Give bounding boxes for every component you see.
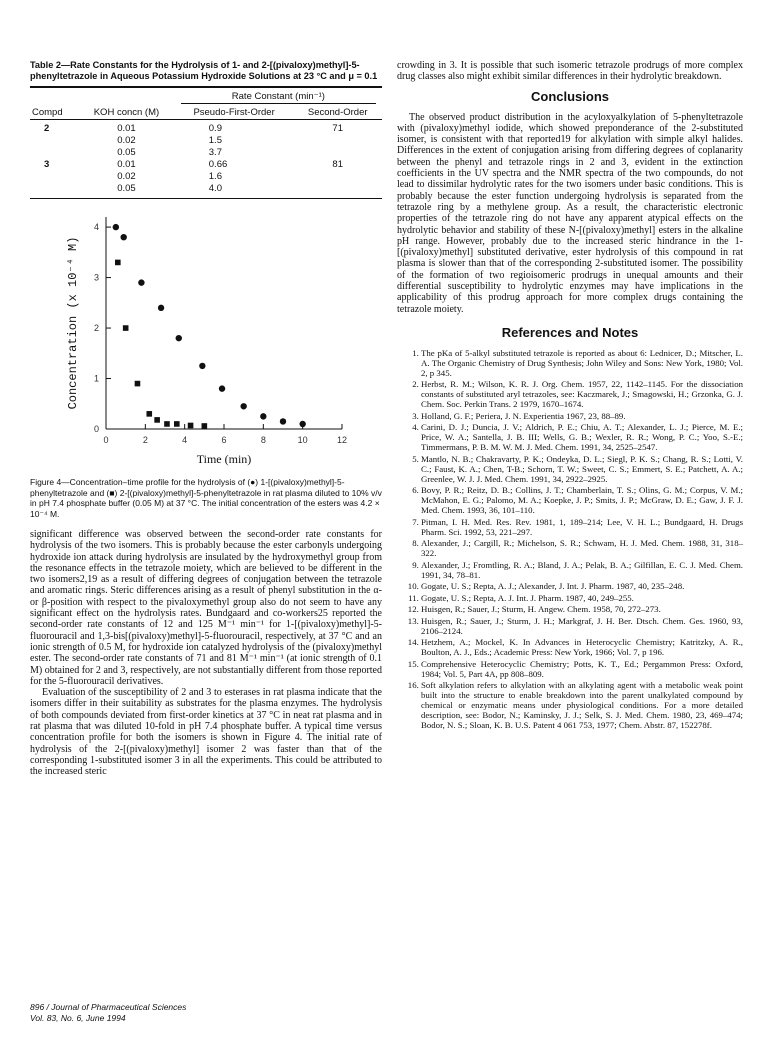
col-header-koh: KOH concn (M) xyxy=(93,107,160,118)
reference-item: 2. Herbst, R. M.; Wilson, K. R. J. Org. Chem. 1957, 22, 1142–1145. For the dissociation constants of substituted aryl tetrazoles, see: Kaczmarek, J.; Smagowski, H.; Grzonka, G. J. Chem. Soc. Perkin Trans. 2 1979, 1670–1674. xyxy=(421,379,743,409)
x-tick-label: 10 xyxy=(297,435,308,445)
table-row xyxy=(30,147,382,159)
table-title: Table 2—Rate Constants for the Hydrolysis of 1- and 2-[(pivaloxy)methyl]-5-phenyltetrazole in Aqueous Potassium Hydroxide Solutions at 23 °C and μ = 0.1 xyxy=(30,60,378,81)
page-footer xyxy=(30,1002,186,1024)
data-point-square xyxy=(202,423,208,429)
data-point-circle xyxy=(158,305,164,311)
cell-koh: 0.05 xyxy=(117,147,136,158)
table-row xyxy=(30,123,382,135)
table-group-header: Rate Constant (min⁻¹) xyxy=(231,91,325,102)
reference-item: 10. Gogate, U. S.; Repta, A. J.; Alexander, J. Int. J. Pharm. 1987, 40, 235–248. xyxy=(421,581,743,591)
data-point-square xyxy=(115,260,121,266)
col-header-compd: Compd xyxy=(32,107,63,118)
x-tick-label: 0 xyxy=(103,435,109,445)
references-list xyxy=(397,348,743,731)
cell-so xyxy=(293,183,382,195)
reference-item: 14. Hetzhem, A.; Mockel, K. In Advances in Heterocyclic Chemistry; Katritzky, A. R., Boulton, A. J., Eds.; Academic Press: New York, 1966; Vol. 7, p 196. xyxy=(421,637,743,657)
reference-item: 7. Pitman, I. H. Med. Res. Rev. 1981, 1, 189–214; Lee, V. H. L.; Bundgaard, H. Drugs Pharm. Sci. 1992, 53, 221–297. xyxy=(421,517,743,537)
cell-koh: 0.05 xyxy=(117,183,136,194)
y-tick-label: 4 xyxy=(93,222,99,233)
data-point-circle xyxy=(260,413,266,419)
cell-koh: 0.02 xyxy=(117,135,136,146)
x-tick-label: 8 xyxy=(260,435,266,445)
rate-constant-table xyxy=(30,86,382,199)
conclusions-paragraph: The observed product distribution in the acyloxyalkylation of 5-phenyltetrazole with (pivaloxy)methyl iodide, which showed preponderance of the 2-substituted isomer, is consistent with that reported19 for alkylation with simple alkyl halides. Differences in the extent of conjugation arising from differing degrees of coplanarity between the phenyl and tetrazole rings in 2 and 3, evident in the extinction coefficients in the UV spectra and the NMR spectra of the two compounds, do not lead to dissimilar hydrolytic rates for the two isomers under basic conditions. This is probably because the ester function undergoing hydrolysis is separated from the tetrazole ring by a methylene group. As a result, the characteristic electronic properties of the tetrazole ring do not have any apparent atypical effects on the hydrolytic behavior and stability of these N-[(pivaloxy)methyl] esters in the alkaline pH range. However, probably due to the increased steric hindrance in the 1-[(pivaloxy)methyl] substituted derivative, ester hydrolysis of this compound in rat plasma is slower than that of the corresponding 2-substituted isomer. The possibility of the formation of two regioisomeric prodrugs in unequal amounts and their differential susceptibility to hydrolytic enzymes may have implications in the applicability of this prodrug approach for more complex drugs containing the tetrazole moiety. xyxy=(397,111,743,315)
col-header-so: Second-Order xyxy=(307,107,368,118)
fig4-caption: Figure 4—Concentration–time profile for the hydrolysis of (●) 1-[(pivaloxy)methyl]-5-phenyltetrazole and (■) 2-[(pivaloxy)methyl]-5-phenyltetrazole in rat plasma diluted to 10% v/v in pH 7.4 phosphate buffer (0.05 M) at 37 °C. The initial concentration of the esters was 4.2 × 10⁻⁴ M. xyxy=(30,477,382,519)
cell-pfo: 4.0 xyxy=(208,183,222,194)
data-point-square xyxy=(188,423,194,429)
col-header-pfo: Pseudo-First-Order xyxy=(193,107,275,118)
left-column xyxy=(30,60,382,778)
data-point-circle xyxy=(280,418,286,424)
data-point-square xyxy=(174,421,180,427)
data-point-circle xyxy=(199,363,205,369)
cell-compd: 3 xyxy=(44,159,50,170)
right-column xyxy=(397,60,743,732)
y-tick-label: 3 xyxy=(93,272,99,283)
x-axis-label: Time (min) xyxy=(196,452,252,466)
reference-item: 15. Comprehensive Heterocyclic Chemistry; Potts, K. T., Ed.; Pergammon Press: Oxford, 1984; Vol. 5, Part 4A, pp 808–809. xyxy=(421,659,743,679)
cell-compd xyxy=(30,171,78,183)
cell-so: 81 xyxy=(332,159,343,170)
reference-item: 16. Soft alkylation refers to alkylation with an alkylating agent with a metabolic weak point built into the structure to enable breakdown into the parent unalkylated compound by chemical or enzymatic means under physiological conditions. For a more detailed description, see: Bodor, N.; Kaminsky, J. J.; Selk, S. J. Med. Chem. 1980, 23, 469–474; Bodor, N. S.; Sloan, K. B. U.S. Patent 4 061 753, 1977; Chem. Abstr. 87, 152278f. xyxy=(421,680,743,730)
data-point-circle xyxy=(176,335,182,341)
cell-koh: 0.01 xyxy=(117,159,136,170)
cell-pfo: 1.6 xyxy=(208,171,222,182)
x-tick-label: 12 xyxy=(336,435,348,445)
reference-item: 9. Alexander, J.; Fromtling, R. A.; Bland, J. A.; Pelak, B. A.; Gilfillan, E. C. J. Med. Chem. 1991, 34, 78–81. xyxy=(421,560,743,580)
data-point-square xyxy=(123,325,129,331)
body-paragraph: significant difference was observed between the second-order rate constants for hydrolysis of the two isomers. This is probably because the ester carbonyls undergoing hydroxide ion attack during hydrolysis are insulated by the hydroxymethyl group from the resonance effects in the tetrazole moiety, which are believed to be different in the two isomers2,19 as a result of differing degrees of conjugation between the tetrazole and aromatic rings. Steric differences arising as a result of phenyl substitution in the α- or β-position with respect to the pivaloxymethyl group also do not seem to have any significant effect on the hydrolysis rates. Bundgaard and co-workers25 reported the second-order rate constants of 12 and 125 M⁻¹ min⁻¹ for 1-[(pivaloxy)methyl]-5-fluorouracil and 1,3-bis[(pivaloxy)methyl]-5-fluorouracil, respectively, at 37 °C and an ionic strength of 0.5 M, for hydroxide ion catalyzed hydrolysis of the (pivaloxy)methyl ester. The second-order rate constants of 71 and 81 M⁻¹ min⁻¹ (at ionic strength of 0.1 M) obtained for 2 and 3, respectively, are not substantially different from those reported for the 5-fluorouracil derivatives. xyxy=(30,529,382,687)
reference-item: 1. The pKa of 5-alkyl substituted tetrazole is reported as about 6: Lednicer, D.; Mitscher, L. A. The Organic Chemistry of Drug Synthesis; John Wiley and Sons: New York, 1980; Vol. 2, p 345. xyxy=(421,348,743,378)
cell-compd xyxy=(30,135,78,147)
x-tick-label: 4 xyxy=(182,435,188,445)
cell-pfo: 1.5 xyxy=(208,135,222,146)
cell-so xyxy=(293,171,382,183)
body-paragraph: Evaluation of the susceptibility of 2 and 3 to esterases in rat plasma indicate that the isomers differ in their suitability as substrates for the plasma enzymes. The hydrolysis of both compounds deviated from first-order kinetics at 37 °C in neat rat plasma and in rat plasma that was diluted 10-fold in pH 7.4 phosphate buffer. A typical time versus concentration profile for both the isomers is shown in Figure 4. The initial rate of hydrolysis of the 2-[(pivaloxy)methyl] isomer 2 was faster than that of the corresponding 1-substituted isomer 3 in all the experiments. This could be attributed to the increased steric xyxy=(30,687,382,778)
cell-compd: 2 xyxy=(44,123,50,134)
y-tick-label: 0 xyxy=(93,424,99,434)
reference-item: 4. Carini, D. J.; Duncia, J. V.; Aldrich, P. E.; Chiu, A. T.; Alexander, L. J.; Pierce, M. E.; Price, W. A.; Santella, J. B. III; Wells, G. B.; Wexler, R. R.; Wong, P. C.; Yoo, S.-E.; Timmermans, P. B. M. W. M. J. Med. Chem. 1991, 34, 2525–2547. xyxy=(421,422,743,452)
footer-journal: 896 / Journal of Pharmaceutical Sciences xyxy=(30,1002,187,1012)
data-point-circle xyxy=(113,224,119,230)
cell-pfo: 0.66 xyxy=(208,159,228,170)
table-row xyxy=(30,183,382,195)
cell-so xyxy=(293,147,382,159)
references-heading: References and Notes xyxy=(501,324,639,340)
data-point-circle xyxy=(138,279,144,285)
right-intro-paragraph: crowding in 3. It is possible that such isomeric tetrazole prodrugs of more complex drug classes also might exhibit similar differences in their hydrolytic breakdown. xyxy=(397,60,743,83)
cell-pfo: 0.9 xyxy=(208,123,222,134)
reference-item: 6. Bovy, P. R.; Reitz, D. B.; Collins, J. T.; Chamberlain, T. S.; Olins, G. M.; Corpus, V. M.; McMahon, E. G.; Palomo, M. A.; Koepke, J. P.; Smits, J. P.; McGraw, D. E.; Gaw, J. F. J. Med. Chem. 1993, 36, 101–110. xyxy=(421,485,743,515)
cell-compd xyxy=(30,183,78,195)
data-point-square xyxy=(146,411,152,417)
fig4-chart xyxy=(30,209,382,471)
reference-item: 8. Alexander, J.; Cargill, R.; Michelson, S. R.; Schwam, H. J. Med. Chem. 1988, 31, 318–322. xyxy=(421,538,743,558)
x-tick-label: 2 xyxy=(142,435,148,445)
cell-pfo: 3.7 xyxy=(208,147,222,158)
cell-so: 71 xyxy=(332,123,343,134)
y-axis-label: Concentration (x 10⁻⁴ M) xyxy=(66,236,80,410)
data-point-circle xyxy=(299,421,305,427)
cell-koh: 0.01 xyxy=(117,123,136,134)
table-row xyxy=(30,159,382,171)
y-tick-label: 2 xyxy=(93,323,99,334)
reference-item: 5. Mantlo, N. B.; Chakravarty, P. K.; Ondeyka, D. L.; Siegl, P. K. S.; Chang, R. S.; Lotti, V. C.; Faust, K. A.; Chen, T-B.; Schorn, T. W.; Sweet, C. S.; Emmert, S. E.; Patchett, A. A.; Greenlee, W. J. J. Med. Chem. 1991, 34, 2922–2925. xyxy=(421,454,743,484)
x-tick-label: 6 xyxy=(221,435,227,445)
data-point-square xyxy=(154,417,160,423)
data-point-square xyxy=(135,381,141,387)
table-row xyxy=(30,135,382,147)
reference-item: 11. Gogate, U. S.; Repta, A. J. Int. J. Pharm. 1987, 40, 249–255. xyxy=(421,593,743,603)
footer-volume: Vol. 83, No. 6, June 1994 xyxy=(30,1013,126,1023)
left-body-text xyxy=(30,529,382,778)
reference-item: 3. Holland, G. F.; Periera, J. N. Experientia 1967, 23, 88–89. xyxy=(421,411,743,421)
conclusions-heading: Conclusions xyxy=(530,88,609,104)
cell-so xyxy=(293,135,382,147)
cell-compd xyxy=(30,147,78,159)
table-row xyxy=(30,171,382,183)
reference-item: 12. Huisgen, R.; Sauer, J.; Sturm, H. Angew. Chem. 1958, 70, 272–273. xyxy=(421,604,743,614)
cell-koh: 0.02 xyxy=(117,171,136,182)
data-point-circle xyxy=(121,234,127,240)
data-point-circle xyxy=(240,403,246,409)
reference-item: 13. Huisgen, R.; Sauer, J.; Sturm, J. H.; Markgraf, J. H. Ber. Dtsch. Chem. Ges. 1960, 93, 2106–2124. xyxy=(421,616,743,636)
data-point-square xyxy=(164,421,170,427)
y-tick-label: 1 xyxy=(93,373,99,384)
data-point-circle xyxy=(219,385,225,391)
